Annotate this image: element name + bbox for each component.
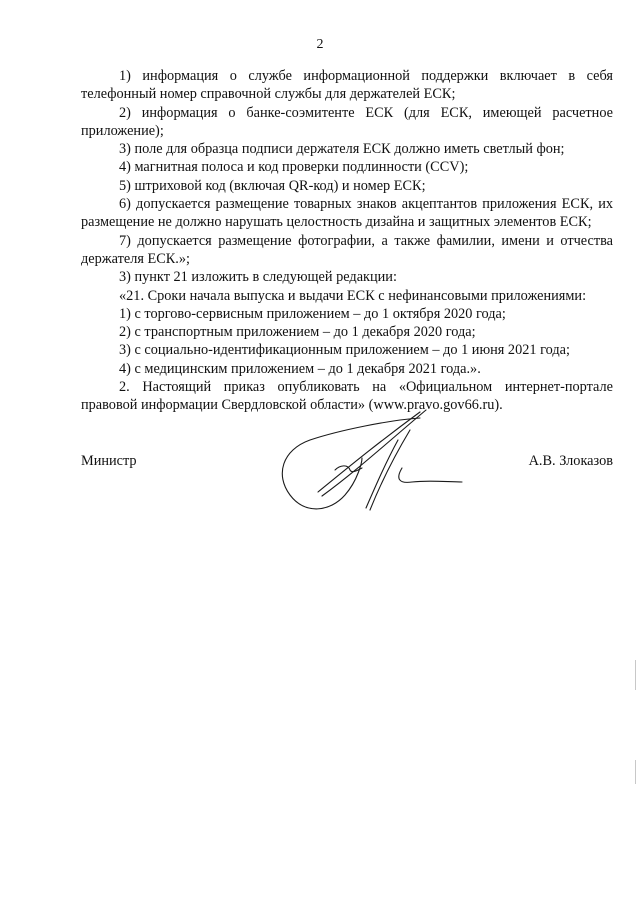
- document-body: [81, 67, 613, 415]
- paragraph-amendment-21: 3) пункт 21 изложить в следующей редакции:: [119, 269, 397, 286]
- paragraph-deadline-3: 3) с социально-идентификационным приложением – до 1 июня 2021 года;: [119, 342, 570, 359]
- paragraph-item-4: 4) магнитная полоса и код проверки подлинности (CCV);: [119, 159, 469, 176]
- signatory-title: Министр: [81, 453, 137, 469]
- paragraph-deadlines-heading: «21. Сроки начала выпуска и выдачи ЕСК с нефинансовыми приложениями:: [119, 287, 587, 304]
- paragraph-deadline-2: 2) с транспортным приложением – до 1 декабря 2020 года;: [119, 324, 476, 341]
- paragraph-deadline-1: 1) с торгово-сервисным приложением – до 1 октября 2020 года;: [119, 305, 506, 322]
- paragraph-publication: 2. Настоящий приказ опубликовать на «Официальном интернет-портале правовой информации Свердловской области» (www.pravo.gov66.ru).: [81, 379, 613, 414]
- scan-edge-mark: [635, 660, 636, 690]
- signatory-name: А.В. Злоказов: [528, 453, 613, 469]
- paragraph-item-1: 1) информация о службе информационной поддержки включает в себя телефонный номер справочной службы для держателей ЕСК;: [81, 68, 613, 103]
- paragraph-item-6: 6) допускается размещение товарных знаков акцептантов приложения ЕСК, их размещение не должно нарушать целостность дизайна и защитных элементов ЕСК;: [81, 196, 613, 231]
- signature-block: [81, 452, 613, 472]
- page-number: 2: [316, 37, 324, 52]
- paragraph-item-2: 2) информация о банке-соэмитенте ЕСК (для ЕСК, имеющей расчетное приложение);: [81, 104, 613, 139]
- scan-edge-mark: [635, 760, 636, 784]
- paragraph-item-5: 5) штриховой код (включая QR-код) и номер ЕСК;: [119, 177, 426, 194]
- paragraph-item-7: 7) допускается размещение фотографии, а также фамилии, имени и отчества держателя ЕСК.»;: [81, 232, 613, 267]
- paragraph-item-3: 3) поле для образца подписи держателя ЕСК должно иметь светлый фон;: [119, 141, 565, 158]
- paragraph-deadline-4: 4) с медицинским приложением – до 1 декабря 2021 года.».: [119, 360, 481, 377]
